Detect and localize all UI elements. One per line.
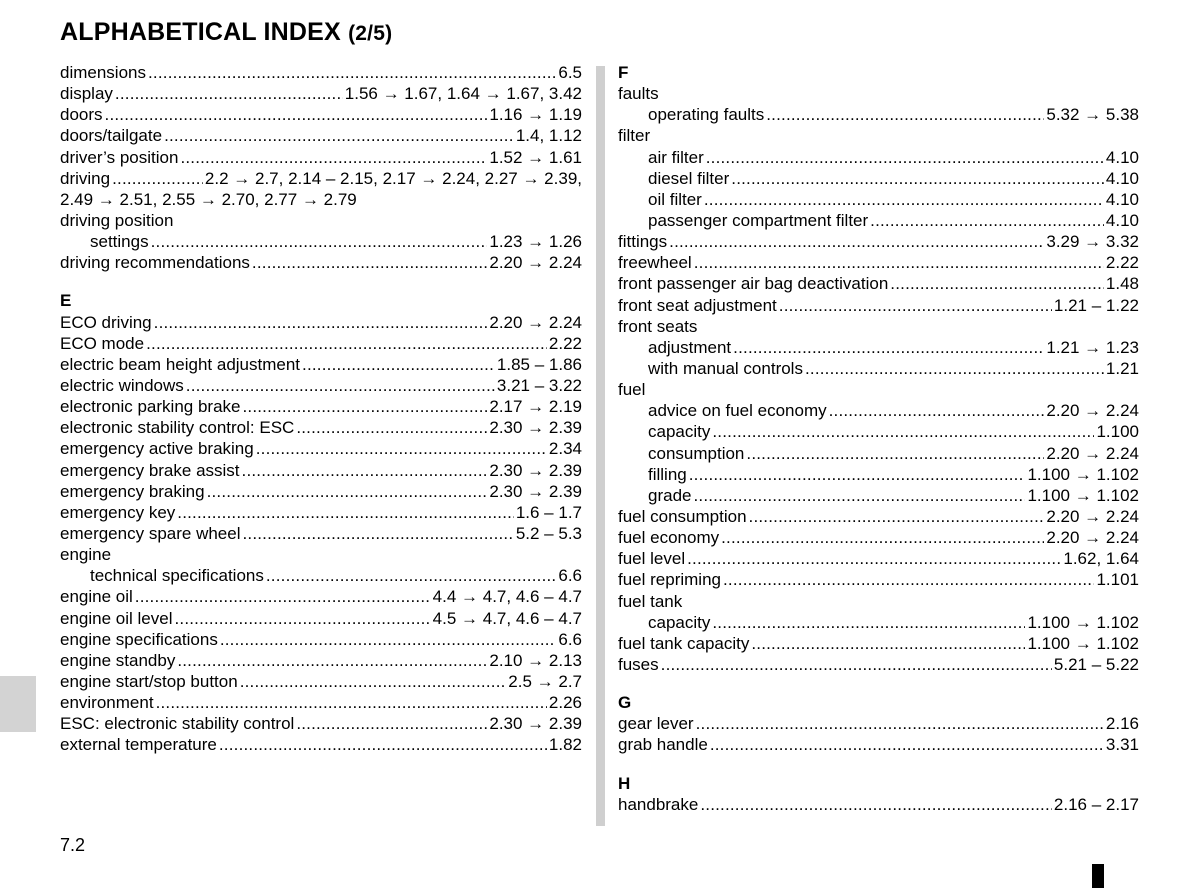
dot-leader <box>177 502 514 523</box>
entry-pages: 2.22 <box>548 333 582 353</box>
entry-pages: 5.2 – 5.3 <box>515 523 582 543</box>
entry-pages: 3.29 → 3.32 <box>1046 232 1139 252</box>
entry-term: with manual controls <box>648 358 803 378</box>
index-entry <box>60 586 582 607</box>
index-entry <box>618 231 1139 252</box>
entry-term: emergency spare wheel <box>60 523 241 543</box>
dot-leader <box>669 231 1044 252</box>
entry-pages: 2.10 → 2.13 <box>489 650 582 670</box>
entry-pages: 3.31 <box>1105 735 1139 755</box>
index-subentry <box>618 464 1139 485</box>
entry-term: freewheel <box>618 253 692 273</box>
index-entry <box>60 375 582 396</box>
entry-pages: 4.10 <box>1105 210 1139 230</box>
entry-pages: 1.100 <box>1096 422 1139 442</box>
entry-pages: 2.20 → 2.24 <box>1046 401 1139 421</box>
index-entry <box>60 83 582 104</box>
index-entry-heading: driving position <box>60 210 174 230</box>
entry-term: fuel repriming <box>618 570 721 590</box>
entry-term: fuel tank capacity <box>618 633 750 653</box>
entry-term: oil filter <box>648 189 702 209</box>
entry-term: front seat adjustment <box>618 295 777 315</box>
entry-pages: 1.85 – 1.86 <box>496 354 582 374</box>
entry-term: settings <box>90 232 149 252</box>
entry-pages: 1.52 → 1.61 <box>489 147 582 167</box>
entry-pages: 2.16 <box>1105 714 1139 734</box>
index-entry <box>618 527 1139 548</box>
index-subentry <box>618 485 1139 506</box>
entry-pages: 1.16 → 1.19 <box>489 105 582 125</box>
dot-leader <box>148 62 556 83</box>
index-entry-heading: engine <box>60 545 112 565</box>
dot-leader <box>207 481 488 502</box>
index-entry <box>618 506 1139 527</box>
entry-pages: 1.4, 1.12 <box>515 126 582 146</box>
index-subentry <box>618 210 1139 231</box>
index-subentry <box>618 443 1139 464</box>
dot-leader <box>779 295 1052 316</box>
index-entry <box>618 734 1139 755</box>
entry-pages: 2.20 → 2.24 <box>489 253 582 273</box>
index-entry <box>60 62 582 83</box>
dot-leader <box>704 189 1104 210</box>
dot-leader <box>112 168 203 189</box>
entry-pages: 2.20 → 2.24 <box>1046 443 1139 463</box>
dot-leader <box>151 231 488 252</box>
index-entry <box>60 147 582 168</box>
dot-leader <box>240 671 507 692</box>
page-number: 7.2 <box>60 835 86 855</box>
entry-term: fuel level <box>618 549 686 569</box>
entry-pages: 2.26 <box>548 693 582 713</box>
entry-term: emergency brake assist <box>60 460 240 480</box>
entry-pages: 1.21 → 1.23 <box>1046 337 1139 357</box>
entry-pages: 1.82 <box>548 735 582 755</box>
index-subentry <box>618 421 1139 442</box>
entry-pages: 2.20 → 2.24 <box>489 312 582 332</box>
index-entry-heading: fuel tank <box>618 591 683 611</box>
dot-leader <box>700 794 1052 815</box>
dot-leader <box>135 586 431 607</box>
dot-leader <box>252 252 487 273</box>
index-entry <box>60 312 582 333</box>
entry-pages: 4.5 → 4.7, 4.6 – 4.7 <box>432 608 582 628</box>
entry-pages: 2.20 → 2.24 <box>1046 506 1139 526</box>
index-entry <box>60 333 582 354</box>
entry-term: emergency braking <box>60 481 205 501</box>
entry-term: engine start/stop button <box>60 671 238 691</box>
index-entry <box>60 608 582 629</box>
dot-leader <box>749 506 1045 527</box>
index-entry <box>60 692 582 713</box>
entry-term: adjustment <box>648 337 732 357</box>
index-entry <box>60 396 582 417</box>
index-subentry <box>618 337 1139 358</box>
entry-pages: 2.30 → 2.39 <box>489 460 582 480</box>
dot-leader <box>694 252 1104 273</box>
entry-term: capacity <box>648 612 711 632</box>
entry-pages: 5.32 → 5.38 <box>1046 105 1139 125</box>
entry-term: display <box>60 84 113 104</box>
entry-pages: 4.4 → 4.7, 4.6 – 4.7 <box>432 587 582 607</box>
dot-leader <box>829 400 1045 421</box>
entry-pages: 1.100 → 1.102 <box>1027 633 1139 653</box>
entry-pages: 4.10 <box>1105 168 1139 188</box>
entry-pages: 2.30 → 2.39 <box>489 714 582 734</box>
index-subentry <box>60 565 582 586</box>
index-entry <box>60 481 582 502</box>
dot-leader <box>242 396 487 417</box>
index-entry <box>618 633 1139 654</box>
index-group-d <box>60 62 582 273</box>
entry-term: electronic stability control: ESC <box>60 418 295 438</box>
index-entry <box>618 569 1139 590</box>
index-entry <box>60 734 582 755</box>
index-group-f <box>618 83 1139 675</box>
dot-leader <box>706 147 1104 168</box>
index-entry-heading: front seats <box>618 316 698 336</box>
index-entry <box>60 502 582 523</box>
dot-leader <box>186 375 495 396</box>
entry-term: fittings <box>618 232 668 252</box>
entry-term: capacity <box>648 422 711 442</box>
index-group-e <box>60 312 582 756</box>
section-letter-g: G <box>618 693 632 713</box>
entry-term: emergency active braking <box>60 439 254 459</box>
index-entry <box>618 654 1139 675</box>
entry-term: driving <box>60 168 111 188</box>
index-subentry <box>618 400 1139 421</box>
entry-term: doors/tailgate <box>60 126 163 146</box>
entry-pages: 1.62, 1.64 <box>1063 549 1139 569</box>
column-divider <box>596 66 605 826</box>
entry-pages: 1.100 → 1.102 <box>1027 612 1139 632</box>
entry-pages: 1.100 → 1.102 <box>1027 464 1139 484</box>
index-subentry <box>60 231 582 252</box>
index-entry <box>60 417 582 438</box>
entry-term: electric beam height adjustment <box>60 354 301 374</box>
entry-pages: 4.10 <box>1105 189 1139 209</box>
title-part: (2/5) <box>348 22 393 45</box>
entry-term: consumption <box>648 443 745 463</box>
dot-leader <box>180 147 487 168</box>
entry-pages: 2.16 – 2.17 <box>1053 794 1139 814</box>
dot-leader <box>733 337 1044 358</box>
entry-term: filling <box>648 464 687 484</box>
entry-term: fuel consumption <box>618 506 747 526</box>
entry-term: diesel filter <box>648 168 730 188</box>
index-entry <box>60 438 582 459</box>
dot-leader <box>266 565 556 586</box>
dot-leader <box>146 333 547 354</box>
index-entry <box>60 125 582 146</box>
entry-term: advice on fuel economy <box>648 401 827 421</box>
entry-term: passenger compartment filter <box>648 210 869 230</box>
index-subentry <box>618 147 1139 168</box>
dot-leader <box>156 692 547 713</box>
entry-term: ECO mode <box>60 333 145 353</box>
index-subentry <box>618 104 1139 125</box>
index-entry <box>60 460 582 481</box>
entry-pages: 1.21 <box>1105 358 1139 378</box>
entry-pages: 1.6 – 1.7 <box>515 502 582 522</box>
entry-term: grade <box>648 485 692 505</box>
dot-leader <box>746 443 1044 464</box>
dot-leader <box>296 417 487 438</box>
entry-pages: 6.6 <box>558 566 582 586</box>
entry-term: ESC: electronic stability control <box>60 714 295 734</box>
entry-term: driving recommendations <box>60 253 250 273</box>
entry-pages: 1.56 → 1.67, 1.64 → 1.67, 3.42 <box>344 84 582 104</box>
index-entry <box>618 548 1139 569</box>
dot-leader <box>661 654 1052 675</box>
index-entry <box>60 671 582 692</box>
entry-term: technical specifications <box>90 566 264 586</box>
entry-pages: 3.21 – 3.22 <box>496 375 582 395</box>
entry-term: external temperature <box>60 735 217 755</box>
dot-leader <box>721 527 1044 548</box>
index-entry-heading: fuel <box>618 380 646 400</box>
dot-leader <box>242 460 488 481</box>
dot-leader <box>302 354 495 375</box>
dot-leader <box>164 125 514 146</box>
entry-pages: 2.2 → 2.7, 2.14 – 2.15, 2.17 → 2.24, 2.27 → 2.39, <box>204 168 582 188</box>
index-entry <box>60 629 582 650</box>
entry-pages: 1.101 <box>1096 570 1139 590</box>
entry-pages: 6.5 <box>558 63 582 82</box>
entry-term: doors <box>60 105 103 125</box>
dot-leader <box>154 312 488 333</box>
index-group-h <box>618 794 1139 815</box>
dot-leader <box>712 612 1025 633</box>
entry-term: engine standby <box>60 650 176 670</box>
index-subentry <box>618 189 1139 210</box>
index-subentry <box>618 358 1139 379</box>
section-letter-h: H <box>618 773 631 793</box>
entry-pages: 2.17 → 2.19 <box>489 397 582 417</box>
entry-pages: 2.34 <box>548 439 582 459</box>
entry-pages: 1.23 → 1.26 <box>489 232 582 252</box>
section-letter-e: E <box>60 291 72 311</box>
section-letter-f: F <box>618 63 629 82</box>
entry-term: fuel economy <box>618 528 720 548</box>
dot-leader <box>242 523 513 544</box>
entry-pages: 5.21 – 5.22 <box>1053 654 1139 674</box>
dot-leader <box>220 629 557 650</box>
entry-pages: 2.20 → 2.24 <box>1046 528 1139 548</box>
index-column-left <box>60 62 582 756</box>
entry-term: dimensions <box>60 63 146 82</box>
entry-pages: 2.5 → 2.7 <box>508 671 582 691</box>
dot-leader <box>731 168 1104 189</box>
dot-leader <box>105 104 488 125</box>
dot-leader <box>687 548 1061 569</box>
index-entry <box>60 104 582 125</box>
dot-leader <box>723 569 1094 590</box>
dot-leader <box>712 421 1094 442</box>
index-entry <box>618 252 1139 273</box>
index-entry <box>618 295 1139 316</box>
dot-leader <box>696 713 1104 734</box>
index-entry <box>60 168 582 189</box>
index-entry <box>60 713 582 734</box>
entry-term: air filter <box>648 147 704 167</box>
index-entry <box>618 273 1139 294</box>
dot-leader <box>710 734 1104 755</box>
dot-leader <box>174 608 430 629</box>
entry-pages: 1.100 → 1.102 <box>1027 485 1139 505</box>
dot-leader <box>870 210 1104 231</box>
entry-term: driver’s position <box>60 147 179 167</box>
entry-term: environment <box>60 693 154 713</box>
dot-leader <box>693 485 1025 506</box>
entry-term: engine oil <box>60 587 133 607</box>
index-entry <box>618 794 1139 815</box>
entry-pages: 2.22 <box>1105 253 1139 273</box>
index-entry-heading: filter <box>618 126 651 146</box>
entry-term: fuses <box>618 654 659 674</box>
dot-leader <box>689 464 1026 485</box>
entry-term: operating faults <box>648 105 765 125</box>
index-entry <box>60 252 582 273</box>
entry-term: handbrake <box>618 794 699 814</box>
dot-leader <box>256 438 547 459</box>
dot-leader <box>296 713 487 734</box>
title-text: ALPHABETICAL INDEX <box>60 18 341 46</box>
entry-term: front passenger air bag deactivation <box>618 274 889 294</box>
entry-term: electronic parking brake <box>60 397 241 417</box>
entry-term: engine specifications <box>60 629 218 649</box>
entry-term: engine oil level <box>60 608 173 628</box>
index-entry <box>60 650 582 671</box>
entry-pages: 1.48 <box>1105 274 1139 294</box>
index-entry-heading: faults <box>618 84 659 104</box>
entry-term: ECO driving <box>60 312 152 332</box>
entry-pages: 4.10 <box>1105 147 1139 167</box>
page-edge-marker <box>1092 864 1104 888</box>
dot-leader <box>805 358 1104 379</box>
entry-pages: 1.21 – 1.22 <box>1053 295 1139 315</box>
dot-leader <box>766 104 1044 125</box>
page-title <box>60 18 392 47</box>
index-group-g <box>618 713 1139 755</box>
index-subentry <box>618 612 1139 633</box>
index-entry <box>60 354 582 375</box>
entry-pages-continued: 2.49 → 2.51, 2.55 → 2.70, 2.77 → 2.79 <box>60 189 357 209</box>
dot-leader <box>115 83 343 104</box>
dot-leader <box>751 633 1025 654</box>
chapter-side-tab <box>0 676 36 732</box>
entry-pages: 2.30 → 2.39 <box>489 481 582 501</box>
entry-term: emergency key <box>60 502 176 522</box>
index-subentry <box>618 168 1139 189</box>
index-entry <box>618 713 1139 734</box>
dot-leader <box>177 650 487 671</box>
dot-leader <box>890 273 1104 294</box>
entry-pages: 2.30 → 2.39 <box>489 418 582 438</box>
entry-pages: 6.6 <box>558 629 582 649</box>
entry-term: gear lever <box>618 714 694 734</box>
entry-term: electric windows <box>60 375 184 395</box>
entry-term: grab handle <box>618 735 708 755</box>
index-column-right <box>618 62 1139 815</box>
index-entry <box>60 523 582 544</box>
dot-leader <box>219 734 547 755</box>
